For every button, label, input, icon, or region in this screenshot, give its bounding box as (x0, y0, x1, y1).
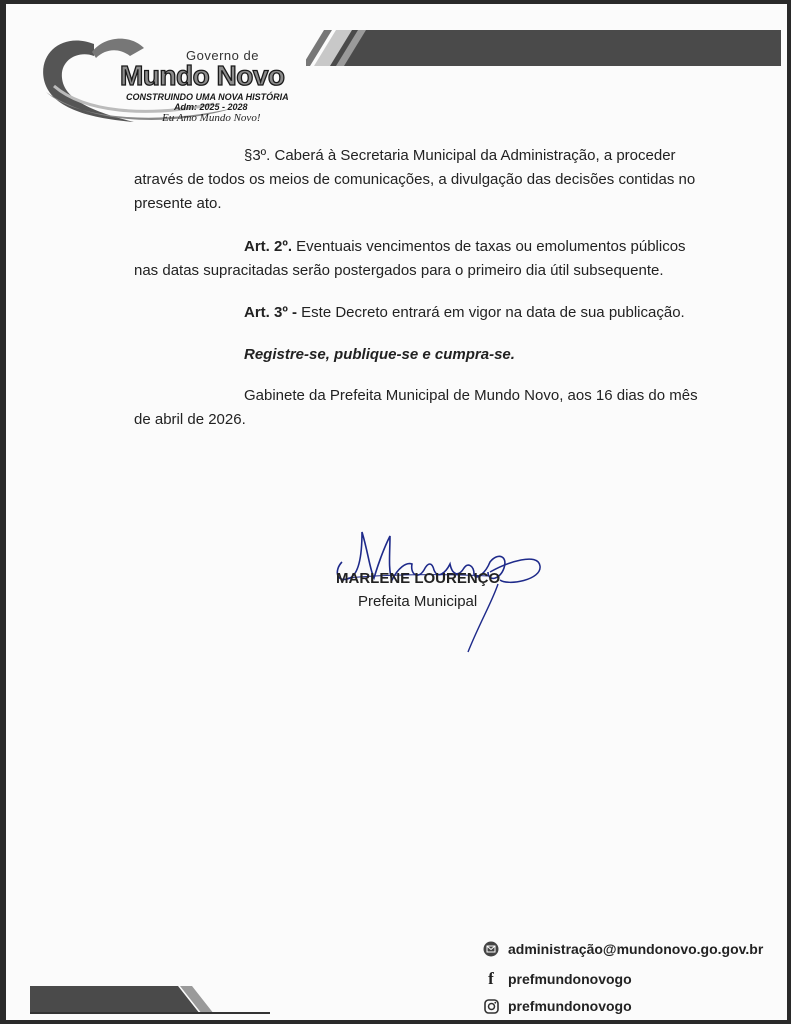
contact-facebook (482, 970, 632, 988)
instagram-text: prefmundonovogo (508, 998, 632, 1014)
email-text: administração@mundonovo.go.gov.br (508, 941, 764, 957)
article-2-text: Eventuais vencimentos de taxas ou emolumentos públicos nas datas supracitadas serão postergados para o primeiro dia útil subsequente. (134, 238, 686, 279)
paragraph-3-text: §3º. Caberá à Secretaria Municipal da Administração, a proceder através de todos os meios de comunicações, a divulgação das decisões contidas no presente ato. (134, 147, 696, 212)
municipal-logo (34, 22, 304, 132)
contact-instagram (482, 997, 632, 1015)
facebook-text: prefmundonovogo (508, 971, 632, 987)
logo-gov-label: Governo de (186, 48, 259, 63)
paragraph-3 (134, 144, 706, 216)
footer-band (30, 986, 270, 1014)
logo-slogan: CONSTRUINDO UMA NOVA HISTÓRIA (126, 92, 289, 102)
handwritten-signature (328, 522, 558, 662)
article-3-text: Este Decreto entrará em vigor na data de sua publicação. (296, 304, 685, 321)
document-page (6, 4, 787, 1020)
article-3 (134, 301, 706, 325)
facebook-icon: f (488, 969, 494, 988)
signatory-title: Prefeita Municipal (358, 593, 478, 610)
logo-city-name: Mundo Novo (120, 60, 285, 91)
signatory-name: MARLENE LOURENÇO (336, 570, 501, 587)
closing-formula (134, 343, 706, 367)
header-band (306, 30, 781, 66)
article-2-label: Art. 2º. (244, 238, 292, 255)
logo-administration: Adm: 2025 - 2028 (174, 102, 248, 112)
closing-text: Registre-se, publique-se e cumpra-se. (244, 346, 515, 363)
article-2 (134, 235, 706, 283)
logo-tagline: Eu Amo Mundo Novo! (162, 112, 261, 124)
article-3-label: Art. 3º - (244, 304, 297, 321)
email-icon (482, 940, 500, 958)
gabinete-paragraph (134, 384, 706, 432)
instagram-icon (482, 997, 500, 1015)
gabinete-text: Gabinete da Prefeita Municipal de Mundo Novo, aos 16 dias do mês de abril de 2026. (134, 387, 698, 428)
contact-email (482, 940, 763, 958)
